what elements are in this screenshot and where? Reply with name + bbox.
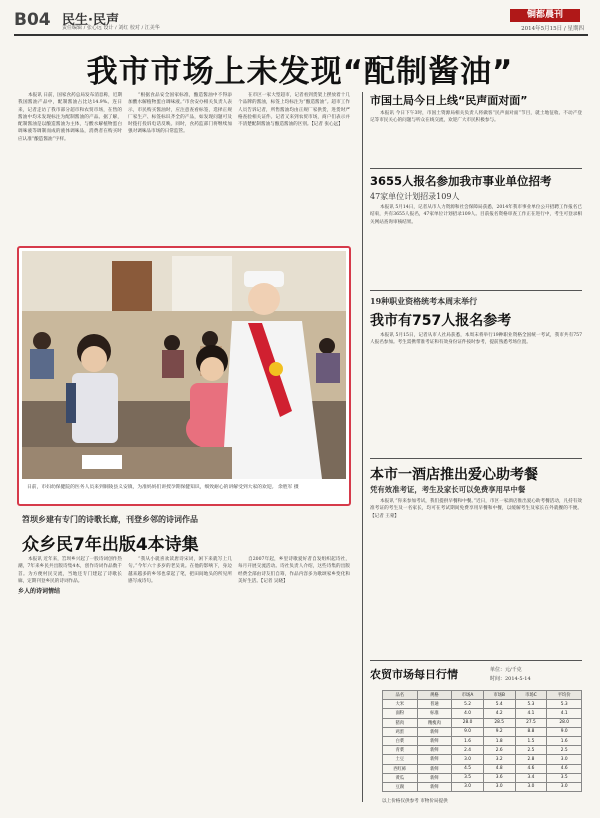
table-cell: 2.6 [483,746,515,755]
table-header-cell: 市场C [515,691,547,700]
table-cell: 面粉 [383,709,418,718]
market-unit: 单位：元/千克 [490,667,522,673]
table-cell: 5.2 [452,700,484,709]
table-cell: 28.0 [547,718,582,727]
table-cell: 2.4 [452,746,484,755]
main-article-text: “根据食品安全国家标准，酿造酱油中不得添加酸水解植物蛋白调味液。”市食安办相关负责人表示，市民购买酱油时，应注意查看标签，选择正规厂家生产、标签标识齐全的产品，如发现问题可及时拨打投诉电话反映。同时，食药监部门将继续加强对调味品市场的日常监管。 [128,93,232,135]
table-cell: 5.3 [515,700,547,709]
table-cell: 3.5 [547,773,582,782]
poetry-text: “我从小就喜欢读唐诗宋词，闲下来就写上几句。”今年六十多岁的老吴说。在他的影响下，身边越来越多的乡邻也拿起了笔，把田间地头的所见所感写成诗句。 [128,557,232,584]
article-kicker-vocation: 19种职业资格统考本周末举行 [370,296,478,306]
poetry-col-1 [18,556,122,804]
issue-date: 2014年5月15日 / 星期四 [521,26,584,32]
table-cell: 9.0 [452,727,484,736]
article-hotel [370,498,582,654]
table-cell: 28.0 [452,718,484,727]
table-header-row [383,691,582,700]
market-title: 农贸市场每日行情 [370,668,458,681]
table-row [383,700,582,709]
news-photo [22,251,346,479]
article-text: 本报讯 5月14日，记者从市人力资源和社会保障局获悉，2014年我市事业单位公开招聘工作报名已结束，共有3655人报名，47家单位计划招录109人。目前报名资格审查工作正在进行中，考生可登录相关网站查询审核结果。 [370,205,582,225]
table-header-cell: 市场A [452,691,484,700]
market-date: 时间：2014-5-14 [490,676,531,682]
table-cell: 新鲜 [417,764,452,773]
table-cell: 土豆 [383,755,418,764]
table-cell: 鸡蛋 [383,727,418,736]
table-cell: 新鲜 [417,755,452,764]
divider [370,660,582,661]
main-article-col-3 [238,92,350,242]
poetry-subheading: 乡人的诗词情结 [18,588,61,596]
table-cell: 4.6 [515,764,547,773]
table-cell: 精瘦肉 [417,718,452,727]
table-cell: 3.0 [452,755,484,764]
table-cell: 9.2 [483,727,515,736]
article-headline-exam: 3655人报名参加我市事业单位招考 [370,174,552,188]
article-headline-hotel: 本市一酒店推出爱心助考餐 [370,467,538,483]
table-cell: 4.1 [515,709,547,718]
market-price-table [382,690,582,792]
table-cell: 3.0 [547,782,582,791]
page-number: B04 [14,10,51,30]
table-cell: 5.4 [483,700,515,709]
main-article-col-1 [18,92,122,242]
article-vocation [370,332,582,444]
table-cell: 3.4 [515,773,547,782]
market-footer: 以上价格仅供参考 市物价局提供 [382,799,448,804]
divider [370,290,582,291]
table-cell: 2.5 [547,746,582,755]
table-cell: 4.6 [547,764,582,773]
table-cell: 1.6 [452,736,484,745]
table-cell: 27.5 [515,718,547,727]
divider [370,458,582,459]
table-cell: 新鲜 [417,727,452,736]
brand-logo: 铜都晨刊 [510,9,580,22]
table-cell: 2.5 [515,746,547,755]
table-row [383,755,582,764]
table-cell: 4.5 [452,764,484,773]
table-cell: 猪肉 [383,718,418,727]
article-headline-vocation: 我市有757人报名参考 [370,313,512,329]
table-cell: 白菜 [383,736,418,745]
table-row [383,709,582,718]
table-cell: 黄瓜 [383,773,418,782]
editor-credits: 责任编辑 / 张心远 设计 / 刘红 校对 / 江美华 [62,25,160,31]
main-article-text: 在市区一家大型超市，记者看到货架上摆放着十几个品牌的酱油，标签上均标注为“酿造酱油”。超市工作人员告诉记者，所售酱油均由正规厂家供货，进货时严格查验相关证件。记者又来到农贸市场，商户们表示并不清楚配制酱油与酿造酱油的区别。【记者 张心远】 [238,93,350,128]
table-cell: 2.8 [515,755,547,764]
masthead [14,8,588,36]
table-cell: 28.5 [483,718,515,727]
table-cell: 4.2 [483,709,515,718]
table-cell: 豆腐 [383,782,418,791]
poetry-col-3 [238,556,350,804]
main-headline: 我市市场上未发现“配制酱油” [86,54,514,90]
article-text: 本报讯 “你来参加考试，我们提供早餐和中餐。”近日，市区一家酒店推出爱心助考餐活动，凡持有效准考证的考生及一名家长，均可在考试期间免费享用早餐和中餐，以缓解考生及家长在外就餐的不便。【记者 王蒙】 [370,499,582,519]
article-exam [370,204,582,284]
table-row [383,718,582,727]
table-cell: 大米 [383,700,418,709]
table-header-cell: 市场B [483,691,515,700]
table-cell: 3.2 [483,755,515,764]
table-cell: 3.0 [515,782,547,791]
table-cell: 9.0 [547,727,582,736]
table-header-cell: 规格 [417,691,452,700]
article-subhead-exam: 47家单位计划招录109人 [370,192,460,201]
table-cell: 新鲜 [417,736,452,745]
section-title: 民生·民声 [62,13,119,28]
table-cell: 1.8 [483,736,515,745]
table-row [383,736,582,745]
table-cell: 3.6 [483,773,515,782]
table-cell: 3.0 [483,782,515,791]
table-cell: 普通 [417,700,452,709]
table-cell: 标准 [417,709,452,718]
article-text: 本报讯 今日下午3时，市国土资源局相关负责人将做客“民声面对面”节目，就土地征收、不动产登记等市民关心的问题与听众在线交流，欢迎广大市民积极参与。 [370,111,582,124]
table-cell: 4.1 [547,709,582,718]
article-text: 本报讯 5月15日，记者从市人社局获悉，本周末将举行19种职业资格全国统一考试，我市共有757人报名参加。考生需携带准考证和有效身份证件按时参考，提前熟悉考场位置。 [370,333,582,346]
table-row [383,727,582,736]
article-guotuju [370,110,582,164]
table-cell: 5.3 [547,700,582,709]
poetry-text: 本报讯 近年来，笤坝乡兴起了一股诗词创作热潮，7年来乡民共出版诗集4本，创作诗词作品数千首。为方便村民交流，当地还专门建起了诗歌长廊，定期刊登乡民的诗词作品。 [18,557,122,584]
table-cell: 新鲜 [417,746,452,755]
table-cell: 3.0 [452,782,484,791]
poetry-kicker: 笤坝乡建有专门的诗歌长廊，刊登乡邻的诗词作品 [22,514,198,524]
table-cell: 新鲜 [417,782,452,791]
table-cell: 新鲜 [417,773,452,782]
poetry-col-2 [128,556,232,804]
table-cell: 8.8 [515,727,547,736]
table-header-cell: 品名 [383,691,418,700]
table-cell: 4.8 [483,764,515,773]
news-photo-frame [17,246,351,506]
table-row [383,746,582,755]
table-cell: 3.0 [547,755,582,764]
table-cell: 3.5 [452,773,484,782]
article-headline-guotuju: 市国土局今日上线“民声面对面” [370,94,528,107]
table-cell: 4.0 [452,709,484,718]
table-cell: 青菜 [383,746,418,755]
table-row [383,773,582,782]
table-cell: 1.5 [515,736,547,745]
poetry-text: 自2007年起，乡里诗歌爱好者自发组织起诗社，每月开展交流活动。诗社负责人介绍，这些诗集的出版经费全部由诗友们自筹，作品内容多为歌颂家乡变化和美好生活。【记者 吴晓】 [238,557,350,584]
table-cell: 西红柿 [383,764,418,773]
table-row [383,764,582,773]
photo-caption: 日前，市妇幼保健院的医务人员来到铜陵县义安镇，为准妈妈们讲授孕期保健知识，细致耐心的讲解受到大家的欢迎。 余胜军 摄 [27,485,299,490]
table-header-cell: 平均价 [547,691,582,700]
article-subhead-hotel: 凭有效准考证，考生及家长可以免费享用早中餐 [370,485,526,494]
main-article-text: 本报讯 日前，国家食药总局发布消息称，近期我国酱油产品中，配制酱油占比达14.9%。连日来，记者走访了我市部分超市和农贸市场，在售的酱油中均未发现标注为配制酱油的产品。据了解，配制酱油是以酿造酱油为主体，与酸水解植物蛋白调味液等调制而成的液体调味品，消费者在购买时应认准“酿造酱油”字样。 [18,93,122,142]
poetry-headline: 众乡民7年出版4本诗集 [22,535,199,555]
main-article-col-2 [128,92,232,242]
table-cell: 1.6 [547,736,582,745]
table-row [383,782,582,791]
divider [370,168,582,169]
column-divider [362,92,363,802]
